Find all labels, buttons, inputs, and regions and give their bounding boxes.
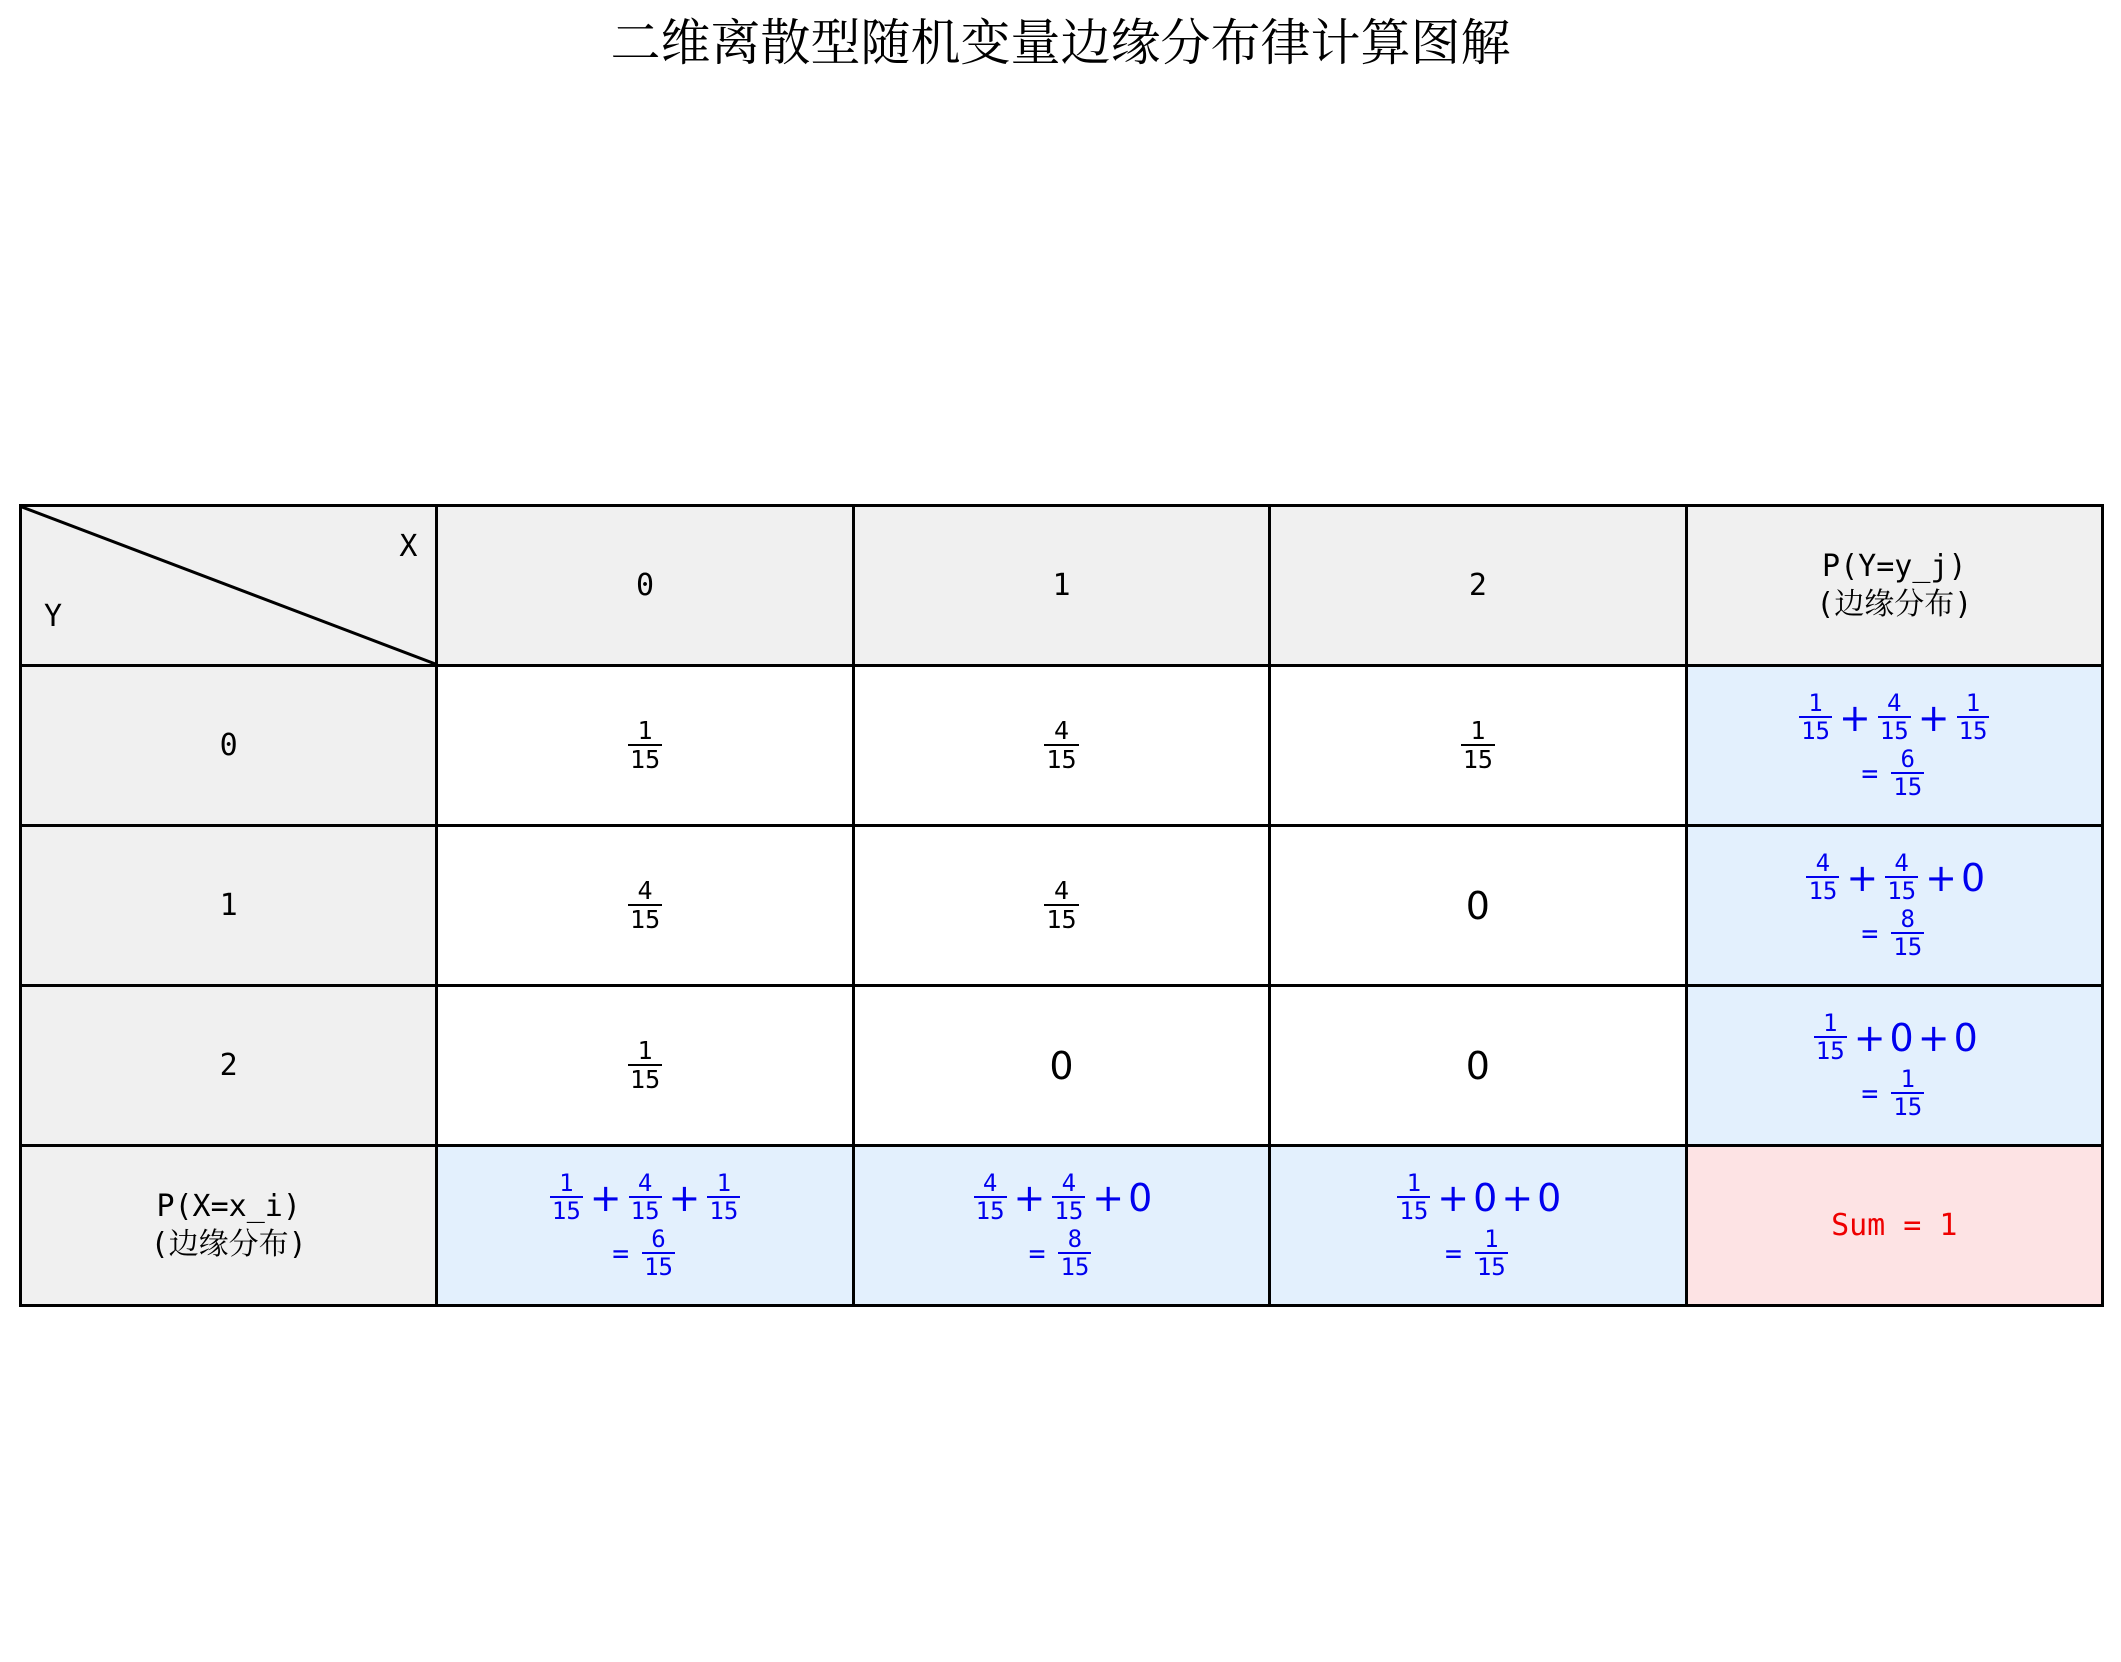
fraction [1799,688,1832,746]
marginal-y-header-line2: (边缘分布) [1816,586,1973,622]
fraction-denominator: 15 [630,744,661,774]
marginal-x-cell [853,1146,1269,1306]
probability-cell [1270,986,1686,1146]
fraction-denominator: 15 [630,1064,661,1094]
fraction-denominator: 15 [975,1197,1005,1226]
fraction-numerator: 1 [1900,1064,1915,1093]
probability-cell [853,986,1269,1146]
x-header-2: 2 [1270,506,1686,666]
plus-sign: + [589,1175,622,1220]
fraction-numerator: 6 [651,1224,666,1253]
plus-sign: + [1846,855,1879,900]
fraction-denominator: 15 [1462,744,1493,774]
fraction-denominator: 15 [1399,1197,1429,1226]
fraction-numerator: 1 [1406,1168,1422,1197]
plus-sign: + [1917,695,1950,740]
zero-value: 0 [1049,1043,1074,1088]
fraction-numerator: 1 [1470,715,1486,745]
fraction-numerator: 4 [1053,875,1069,905]
fraction-denominator: 15 [1815,1037,1845,1066]
fraction-numerator: 1 [637,1035,653,1065]
fraction-numerator: 1 [716,1168,732,1197]
plus-sign: + [1437,1175,1470,1220]
fraction [628,875,662,934]
fraction-denominator: 15 [630,904,661,934]
fraction-denominator: 15 [551,1197,581,1226]
probability-cell [437,666,853,826]
equals-sign: = [1028,1236,1046,1270]
probability-cell [437,826,853,986]
fraction-numerator: 1 [1808,688,1823,717]
sum-result [1271,1224,1684,1281]
fraction-denominator: 15 [1054,1197,1084,1226]
sum-expression [1688,688,2101,746]
sum-result [438,1224,851,1281]
fraction [1891,1064,1924,1121]
fraction [1885,848,1918,906]
fraction [1052,1168,1085,1226]
corner-y-label: Y [44,599,63,634]
fraction-numerator: 1 [637,715,653,745]
fraction [974,1168,1007,1226]
fraction-denominator: 15 [1893,1092,1923,1121]
total-sum-cell: Sum = 1 [1686,1146,2102,1306]
joint-distribution-table [19,504,2104,1307]
zero-value: 0 [1960,855,1986,900]
fraction [628,715,662,774]
zero-value: 0 [1953,1015,1978,1060]
fraction-denominator: 15 [1887,877,1917,906]
y-header-0: 0 [21,666,437,826]
table-row [21,666,2103,826]
sum-result [1688,744,2101,801]
zero-value: 0 [1465,1043,1490,1088]
x-header-0: 0 [437,506,853,666]
fraction-numerator: 1 [1965,688,1981,717]
fraction-numerator: 4 [1053,715,1069,745]
zero-value: 0 [1465,883,1490,928]
fraction-numerator: 4 [637,875,653,905]
probability-cell [853,666,1269,826]
fraction-denominator: 15 [1958,717,1988,746]
zero-value: 0 [1128,1175,1153,1220]
fraction-denominator: 15 [1893,932,1923,961]
table-row [21,826,2103,986]
fraction-denominator: 15 [1893,772,1923,801]
fraction-numerator: 6 [1900,744,1915,773]
fraction-denominator: 15 [644,1252,673,1281]
fraction-denominator: 15 [1046,904,1077,934]
zero-value: 0 [1473,1175,1498,1220]
fraction [1957,688,1990,746]
plus-sign: + [1013,1175,1046,1220]
fraction [550,1168,583,1226]
y-header-1: 1 [21,826,437,986]
probability-cell [437,986,853,1146]
table-row [21,986,2103,1146]
marginal-x-header-line1: P(X=x_i) [156,1188,301,1224]
marginal-x-header [21,1146,437,1306]
fraction [642,1224,675,1281]
sum-result [1688,904,2101,961]
sum-result [1688,1064,2101,1121]
fraction-denominator: 15 [1879,717,1909,746]
plus-sign: + [1925,855,1957,900]
fraction [629,1168,662,1226]
fraction-numerator: 4 [982,1168,998,1197]
marginal-x-cell [1270,1146,1686,1306]
corner-x-label: X [399,529,418,564]
y-header-2: 2 [21,986,437,1146]
header-row [21,506,2103,666]
equals-sign: = [1444,1236,1462,1270]
fraction [1397,1168,1430,1226]
marginal-y-cell [1686,986,2102,1146]
plus-sign: + [1092,1175,1125,1220]
fraction-denominator: 15 [1476,1252,1506,1281]
fraction [628,1035,662,1094]
probability-cell [1270,826,1686,986]
page-title: 二维离散型随机变量边缘分布律计算图解 [610,14,1511,72]
marginal-y-cell [1686,666,2102,826]
fraction-numerator: 8 [1900,904,1915,933]
fraction [1891,744,1924,801]
fraction-numerator: 4 [1815,848,1831,877]
fraction [1058,1224,1091,1281]
fraction-numerator: 8 [1067,1224,1083,1253]
corner-header-cell [21,506,437,666]
fraction [1475,1224,1508,1281]
plus-sign: + [668,1175,701,1220]
fraction-numerator: 4 [1887,688,1902,717]
marginal-x-header-line2: (边缘分布) [150,1226,307,1262]
marginal-y-header-line1: P(Y=y_j) [1822,548,1967,584]
fraction [1878,688,1911,746]
sum-expression [1271,1168,1684,1226]
marginal-y-cell [1686,826,2102,986]
sum-expression [438,1168,851,1226]
sum-expression [855,1168,1268,1226]
plus-sign: + [1853,1015,1886,1060]
probability-cell [1270,666,1686,826]
fraction-denominator: 15 [1046,744,1077,774]
probability-cell [853,826,1269,986]
diagonal-divider [22,507,435,664]
fraction-numerator: 4 [637,1168,653,1197]
marginal-y-header [1686,506,2102,666]
equals-sign: = [1861,756,1879,790]
x-header-1: 1 [853,506,1269,666]
fraction-denominator: 15 [1060,1252,1090,1281]
sum-expression [1688,1008,2101,1066]
marginal-x-row [21,1146,2103,1306]
marginal-x-cell [437,1146,853,1306]
fraction-denominator: 15 [709,1197,739,1226]
fraction [1044,715,1078,774]
fraction-denominator: 15 [1801,717,1830,746]
fraction-denominator: 15 [630,1197,660,1226]
fraction [1461,715,1495,774]
plus-sign: + [1838,695,1871,740]
fraction-numerator: 1 [1823,1008,1838,1037]
sum-expression [1688,848,2101,906]
equals-sign: = [1861,1076,1879,1110]
fraction [1891,904,1924,961]
fraction [707,1168,740,1226]
equals-sign: = [1861,916,1879,950]
fraction-numerator: 4 [1061,1168,1077,1197]
fraction-numerator: 1 [1484,1224,1499,1253]
fraction [1806,848,1839,906]
fraction [1814,1008,1847,1066]
plus-sign: + [1501,1175,1534,1220]
fraction-denominator: 15 [1808,877,1838,906]
sum-result [855,1224,1268,1281]
plus-sign: + [1917,1015,1950,1060]
fraction-numerator: 1 [559,1168,574,1197]
zero-value: 0 [1537,1175,1562,1220]
fraction-numerator: 4 [1894,848,1909,877]
equals-sign: = [612,1236,630,1270]
fraction [1044,875,1078,934]
zero-value: 0 [1889,1015,1914,1060]
